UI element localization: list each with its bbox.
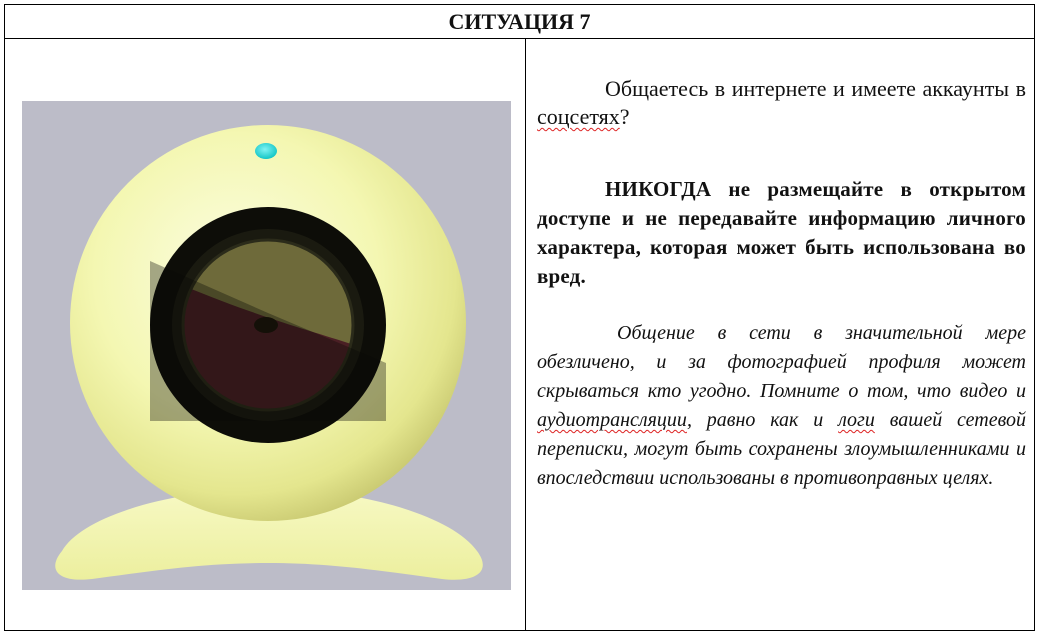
warning-paragraph: НИКОГДА не размещайте в открытом доступе и не передавайте информацию личного характера, которая может быть использована во вред. [537, 177, 1026, 288]
situation-table [4, 4, 1035, 631]
column-divider [525, 39, 526, 630]
note-text-2: , равно как и [686, 409, 839, 431]
intro-punctuation: ? [619, 104, 630, 129]
table-title: СИТУАЦИЯ 7 [5, 5, 1034, 39]
image-cell [5, 39, 525, 630]
note-underlined-word-2: логи [838, 409, 875, 431]
webcam-icon [22, 101, 511, 590]
note-paragraph [537, 319, 1026, 493]
note-text-3: вашей сетевой переписки, могут быть сохранены злоумышленниками и впоследствии использованы в противоправных целях. [537, 409, 1026, 489]
text-cell [537, 39, 1026, 630]
webcam-led [255, 143, 277, 159]
intro-text: Общаетесь в интернете и имеете аккаунты в [605, 76, 1026, 101]
note-underlined-word-1: аудиотрансляции [537, 409, 687, 431]
note-text-1: Общение в сети в значительной мере обезличено, и за фотографией профиля может скрываться кто угодно. Помните о том, что видео и [537, 322, 1026, 402]
lens-center [254, 317, 278, 333]
intro-paragraph [537, 75, 1026, 131]
intro-underlined-word: соцсетях [537, 104, 620, 129]
